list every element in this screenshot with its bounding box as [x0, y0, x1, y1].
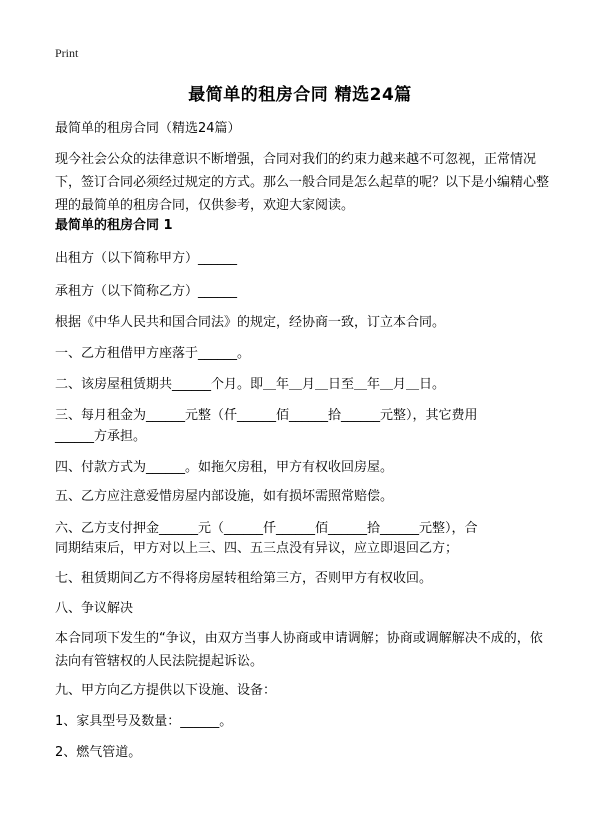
- clause-2: 二、该房屋租赁期共______个月。即＿年＿月＿日至＿年＿月＿日。: [55, 377, 446, 392]
- clause-6-line-1: 六、乙方支付押金______元（______仟______佰______拾______元整），合: [55, 521, 478, 536]
- print-label: Print: [55, 46, 79, 60]
- lessor-line: 出租方（以下简称甲方）______: [55, 251, 238, 266]
- document-subtitle: 最简单的租房合同（精选24篇）: [55, 121, 241, 136]
- clause-6-line-2: 同期结束后，甲方对以上三、四、五三点没有异议，应立即退回乙方；: [55, 541, 459, 556]
- clause-1: 一、乙方租借甲方座落于______。: [55, 346, 251, 361]
- intro-paragraph: 现今社会公众的法律意识不断增强，合同对我们的约束力越来越不可忽视，正常情况下，签订合同必须经过规定的方式。那么一般合同是怎么起草的呢？以下是小编精心整理的最简单的租房合同，仅供参考，欢迎大家阅读。: [55, 152, 550, 213]
- facility-item-1: 1、家具型号及数量：______。: [55, 714, 233, 729]
- basis-line: 根据《中华人民共和国合同法》的规定，经协商一致，订立本合同。: [55, 315, 446, 330]
- clause-8-title: 八、争议解决: [55, 601, 134, 616]
- clause-5: 五、乙方应注意爱惜房屋内部设施，如有损坏需照常赔偿。: [55, 489, 394, 504]
- section-title: 最简单的租房合同 1: [55, 218, 173, 233]
- facility-item-2: 2、燃气管道。: [55, 745, 142, 760]
- clause-9-title: 九、甲方向乙方提供以下设施、设备：: [55, 683, 277, 698]
- clause-3-line-2: ______方承担。: [55, 429, 147, 444]
- lessee-line: 承租方（以下简称乙方）______: [55, 284, 238, 299]
- page-title: 最简单的租房合同 精选24篇: [188, 85, 412, 105]
- clause-7: 七、租赁期间乙方不得将房屋转租给第三方，否则甲方有权收回。: [55, 571, 433, 586]
- clause-8-body: 本合同项下发生的“争议，由双方当事人协商或申请调解；协商或调解解决不成的，依法向有管辖权的人民法院提起诉讼。: [55, 631, 543, 669]
- clause-3-line-1: 三、每月租金为______元整（仟______佰______拾______元整），其它费用: [55, 408, 478, 423]
- clause-4: 四、付款方式为______。如拖欠房租，甲方有权收回房屋。: [55, 460, 394, 475]
